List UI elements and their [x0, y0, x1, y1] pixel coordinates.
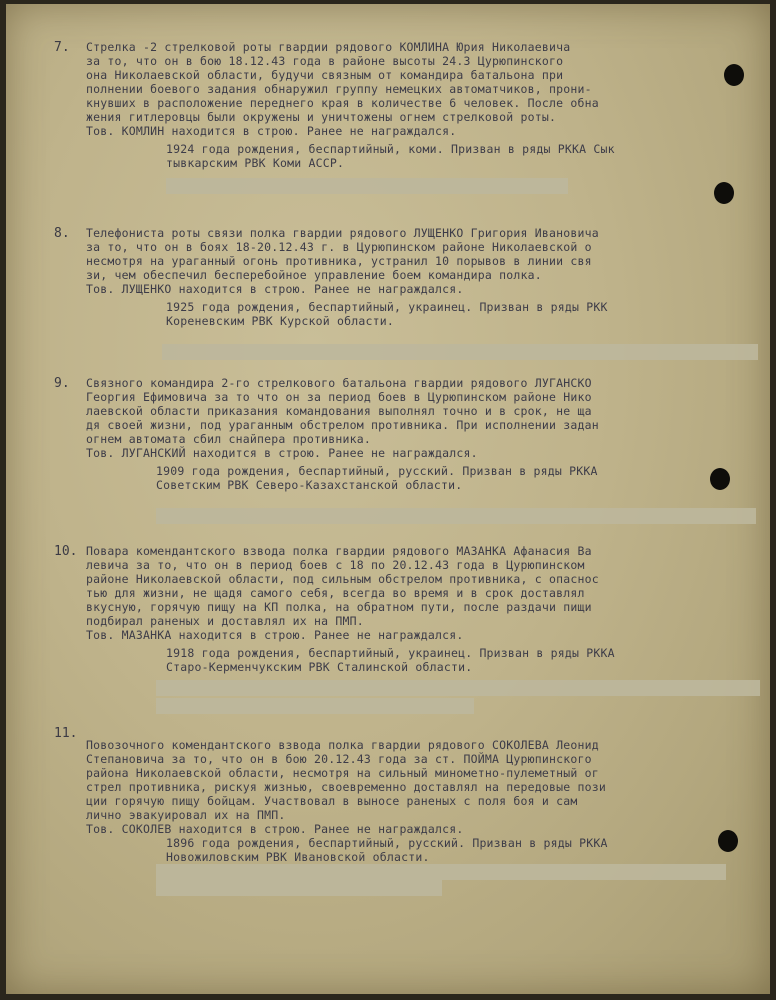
redaction-bar: [156, 880, 442, 896]
entry-text-line: Повара комендантского взвода полка гвардии рядового МАЗАНКА Афанасия Ва: [86, 544, 592, 558]
entry-text-line: района Николаевской области, несмотря на сильный минометно-пулеметный ог: [86, 766, 599, 780]
entry-text-line: Повозочного комендантского взвода полка гвардии рядового СОКОЛЕВА Леонид: [86, 738, 599, 752]
punch-hole: [714, 182, 734, 204]
bio-line: 1909 года рождения, беспартийный, русский. Призван в ряды РККА: [156, 464, 598, 478]
entry-text-line: лаевской области приказания командования выполнял точно и в срок, не ща: [86, 404, 592, 418]
entry-text-line: подбирал раненых и доставлял их на ПМП.: [86, 614, 364, 628]
redaction-bar: [162, 344, 758, 360]
entry-text-line: за то, что он в боях 18-20.12.43 г. в Цурюпинском районе Николаевской о: [86, 240, 592, 254]
redaction-bar: [166, 178, 568, 194]
entry-number: 10.: [54, 544, 78, 559]
entry-text-line: зи, чем обеспечил бесперебойное управление боем командира полка.: [86, 268, 542, 282]
entry-text-line: Георгия Ефимовича за то что он за период боев в Цурюпинском районе Нико: [86, 390, 592, 404]
bio-line: 1918 года рождения, беспартийный, украинец. Призван в ряды РККА: [166, 646, 615, 660]
entry-text-line: Тов. ЛУЩЕНКО находится в строю. Ранее не награждался.: [86, 282, 464, 296]
entry-number: 7.: [54, 40, 70, 55]
entry-text-line: вкусную, горячую пищу на КП полка, на обратном пути, после раздачи пищи: [86, 600, 592, 614]
redaction-bar: [156, 864, 726, 880]
entry-text-line: огнем автомата сбил снайпера противника.: [86, 432, 371, 446]
entry-text-line: левича за то, что он в период боев с 18 по 20.12.43 года в Цурюпинском: [86, 558, 585, 572]
entry-number: 11.: [54, 726, 78, 741]
entry-text-line: за то, что он в бою 18.12.43 года в районе высоты 24.3 Цурюпинского: [86, 54, 564, 68]
punch-hole: [718, 830, 738, 852]
entry-text-line: стрел противника, рискуя жизнью, своевременно доставлял на передовые пози: [86, 780, 607, 794]
redaction-bar: [156, 698, 474, 714]
bio-line: 1924 года рождения, беспартийный, коми. Призван в ряды РККА Сык: [166, 142, 615, 156]
bio-line: Советским РВК Северо-Казахстанской области.: [156, 478, 463, 492]
bio-line: тывкарским РВК Коми АССР.: [166, 156, 345, 170]
redaction-bar: [156, 680, 760, 696]
entry-text-line: Тов. ЛУГАНСКИЙ находится в строю. Ранее не награждался.: [86, 446, 478, 460]
document-page: [6, 4, 770, 994]
entry-text-line: Степановича за то, что он в бою 20.12.43 года за ст. ПОЙМА Цурюпинского: [86, 752, 592, 766]
redaction-bar: [156, 508, 756, 524]
entry-text-line: дя своей жизни, под ураганным обстрелом противника. При исполнении задан: [86, 418, 599, 432]
entry-text-line: кнувших в расположение переднего края в количестве 6 человек. После обна: [86, 96, 599, 110]
bio-line: Новожиловским РВК Ивановской области.: [166, 850, 430, 864]
entry-text-line: тью для жизни, не щадя самого себя, всегда во время и в срок доставлял: [86, 586, 585, 600]
entry-number: 9.: [54, 376, 70, 391]
entry-text-line: районе Николаевской области, под сильным обстрелом противника, с опаснос: [86, 572, 599, 586]
entry-text-line: Тов. МАЗАНКА находится в строю. Ранее не награждался.: [86, 628, 464, 642]
punch-hole: [710, 468, 730, 490]
entry-number: 8.: [54, 226, 70, 241]
bio-line: Старо-Керменчукским РВК Сталинской области.: [166, 660, 473, 674]
entry-text-line: лично эвакуировал их на ПМП.: [86, 808, 286, 822]
entry-text-line: Телефониста роты связи полка гвардии рядового ЛУЩЕНКО Григория Ивановича: [86, 226, 599, 240]
entry-text-line: несмотря на ураганный огонь противника, устранил 10 порывов в линии свя: [86, 254, 592, 268]
punch-hole: [724, 64, 744, 86]
bio-line: Кореневским РВК Курской области.: [166, 314, 394, 328]
entry-text-line: ции горячую пищу бойцам. Участвовал в выносе раненых с поля боя и сам: [86, 794, 578, 808]
entry-text-line: Стрелка -2 стрелковой роты гвардии рядового КОМЛИНА Юрия Николаевича: [86, 40, 571, 54]
bio-line: 1925 года рождения, беспартийный, украинец. Призван в ряды РКК: [166, 300, 608, 314]
bio-line: 1896 года рождения, беспартийный, русский. Призван в ряды РККА: [166, 836, 608, 850]
entry-text-line: Связного командира 2-го стрелкового батальона гвардии рядового ЛУГАНСКО: [86, 376, 592, 390]
entry-text-line: жения гитлеровцы были окружены и уничтожены огнем стрелковой роты.: [86, 110, 557, 124]
entry-text-line: Тов. КОМЛИН находится в строю. Ранее не награждался.: [86, 124, 457, 138]
entry-text-line: она Николаевской области, будучи связным от командира батальона при: [86, 68, 564, 82]
entry-text-line: полнении боевого задания обнаружил группу немецких автоматчиков, прони-: [86, 82, 592, 96]
entry-text-line: Тов. СОКОЛЕВ находится в строю. Ранее не награждался.: [86, 822, 464, 836]
